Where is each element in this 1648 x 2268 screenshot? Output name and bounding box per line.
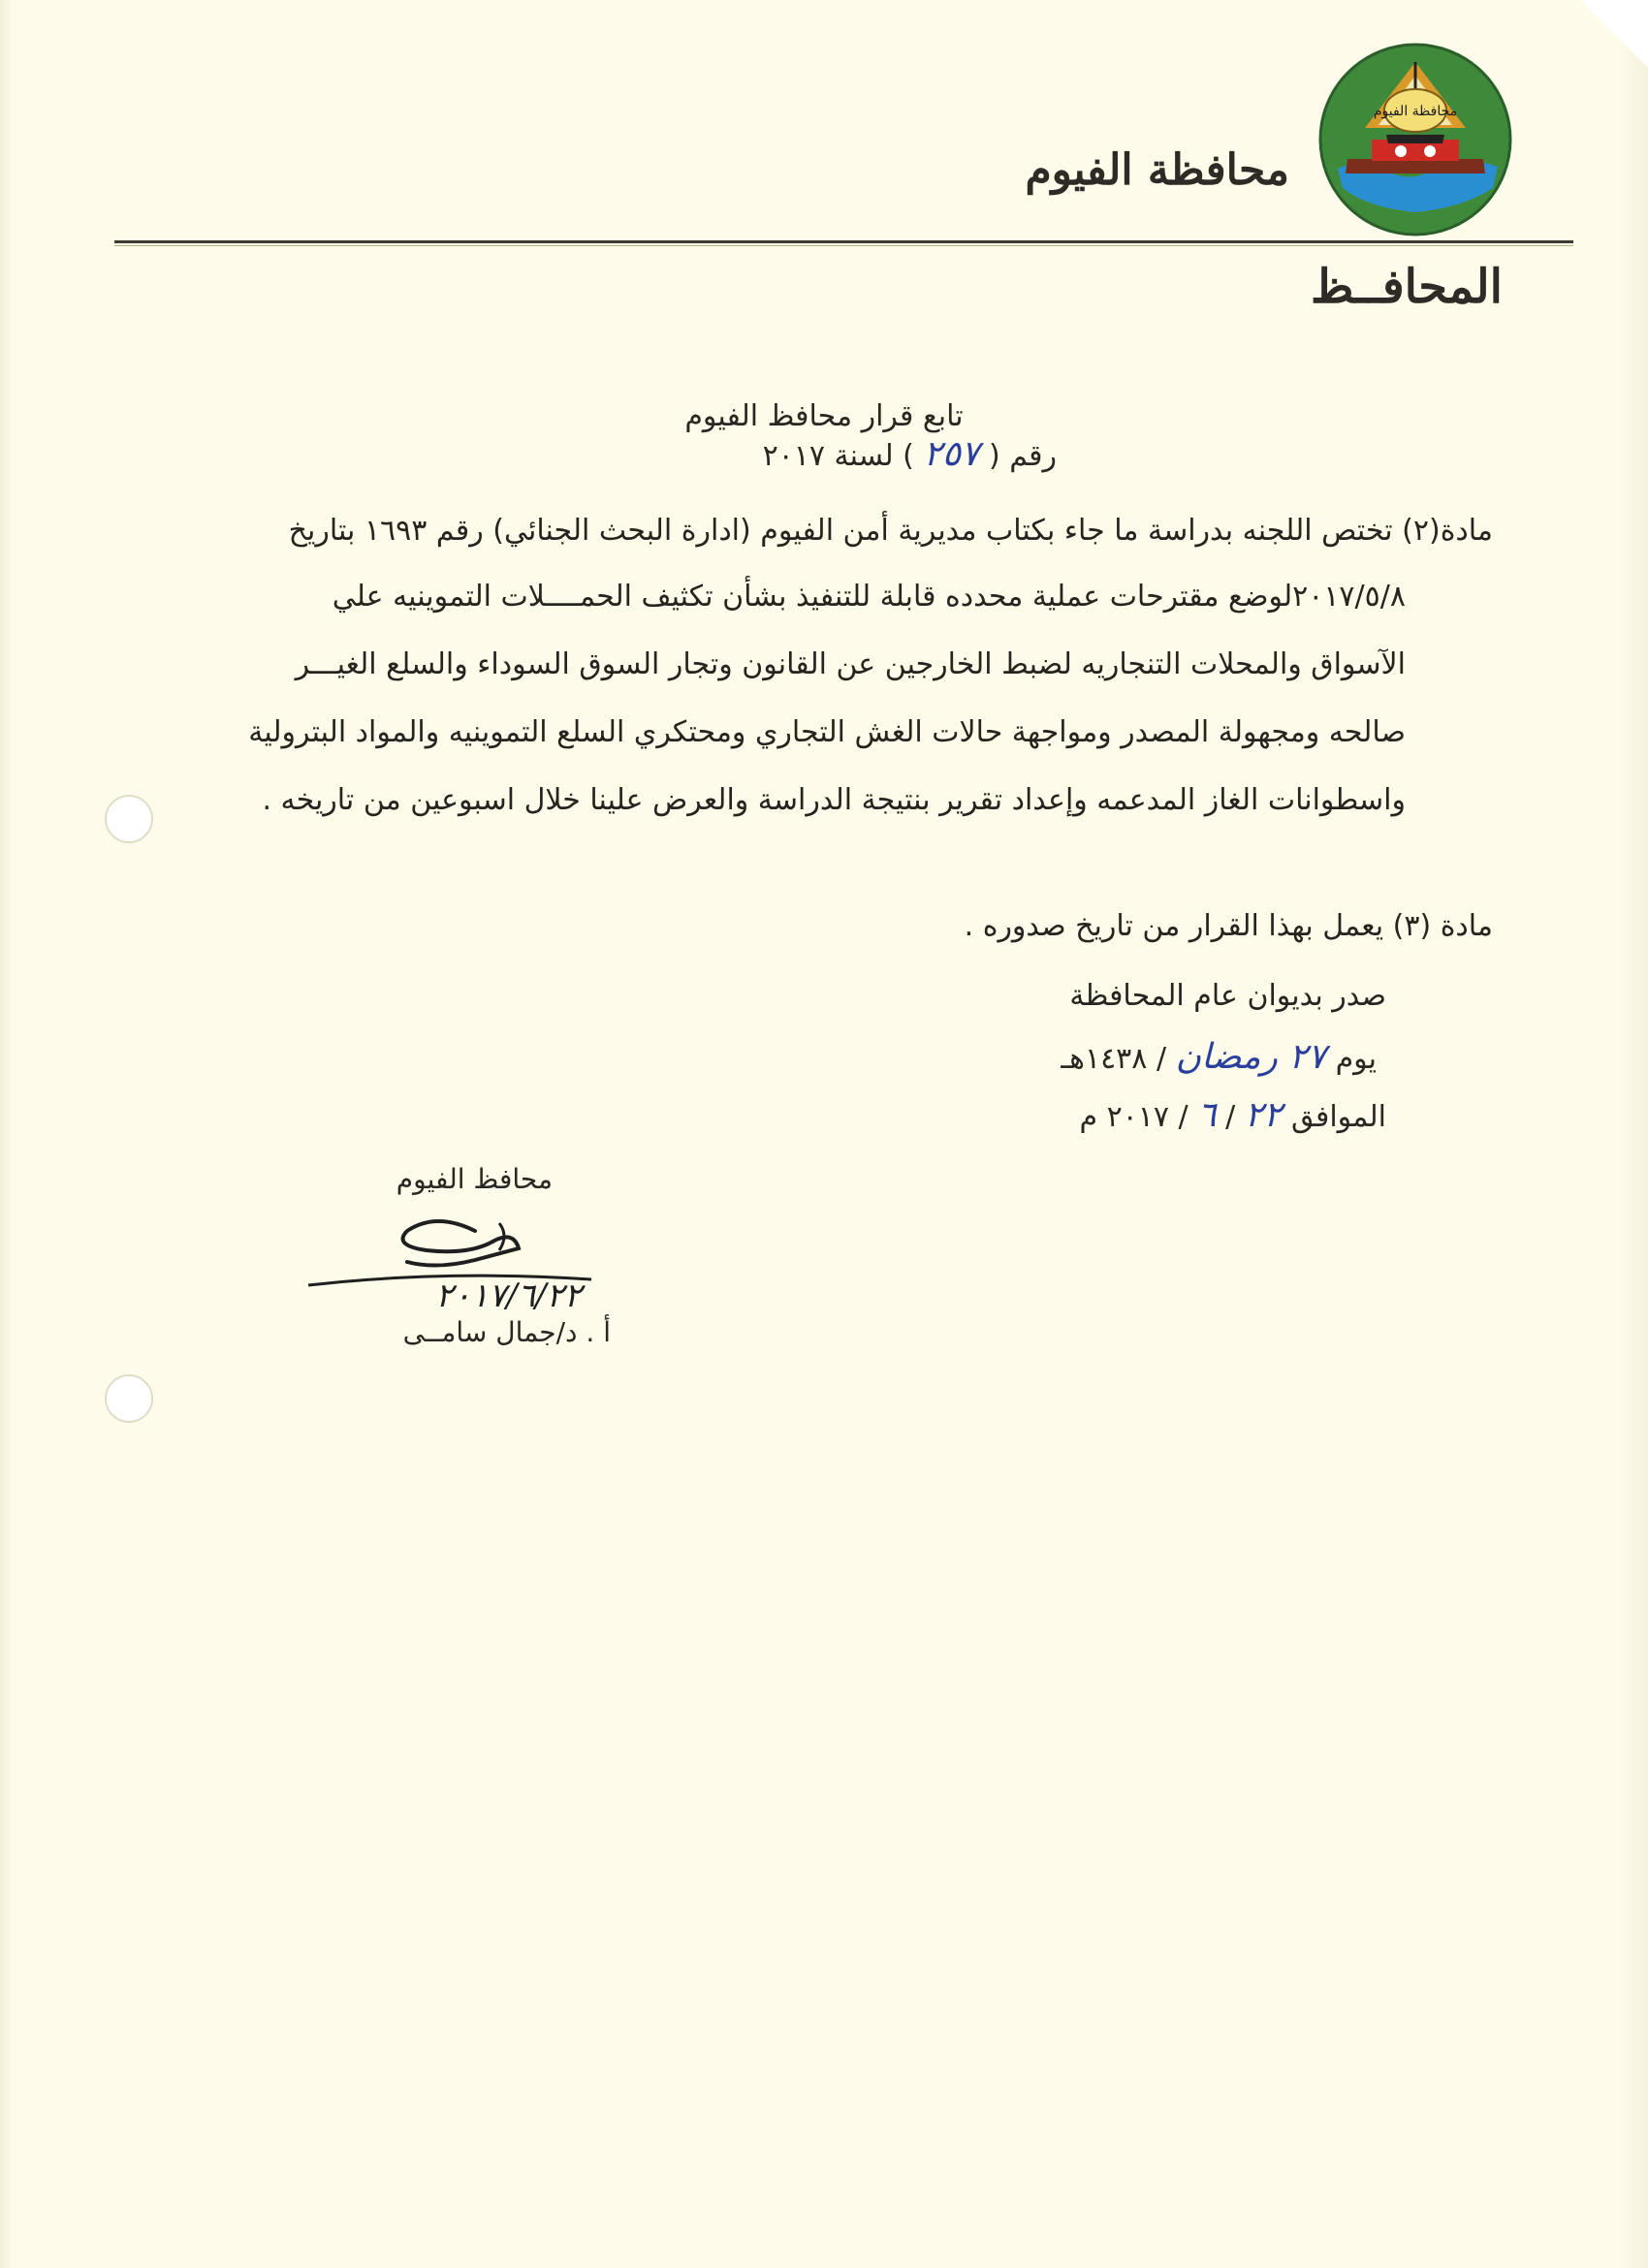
article-1-line: واسطوانات الغاز المدعمه وإعداد تقرير بنتيجة الدراسة والعرض علينا خلال اسبوعين من تاريخه . (262, 783, 1406, 817)
issued-at: صدر بديوان عام المحافظة (1069, 979, 1386, 1013)
header-divider (114, 240, 1573, 243)
header-divider-accent (114, 245, 1573, 246)
article-1-line: صالحه ومجهولة المصدر ومواجهة حالات الغش التجاري ومحتكري السلع التموينيه والمواد البترولية (248, 715, 1406, 749)
decree-number-prefix: رقم ( (988, 439, 1057, 473)
governorate-name: محافظة الفيوم (1025, 145, 1289, 195)
article-2: مادة (٣) يعمل بهذا القرار من تاريخ صدوره . (964, 909, 1493, 943)
page-corner (1580, 0, 1648, 68)
hijri-prefix: يوم (1335, 1042, 1377, 1076)
gregorian-month: ٦ (1197, 1095, 1217, 1135)
article-1-line: مادة(٢) تختص اللجنه بدراسة ما جاء بكتاب مديرية أمن الفيوم (ادارة البحث الجنائي) رقم ١٦٩٣ بتاريخ (288, 514, 1493, 548)
office-heading: المحافــظ (1311, 260, 1503, 314)
punch-hole (105, 795, 153, 843)
hijri-handwritten: ٢٧ رمضان (1175, 1037, 1327, 1077)
logo-text: محافظة الفيوم (1373, 104, 1458, 119)
governorate-logo (1318, 43, 1512, 236)
hijri-suffix: / ١٤٣٨هـ (1061, 1042, 1167, 1076)
gregorian-separator: / (1225, 1100, 1236, 1134)
decree-number (582, 434, 1057, 474)
signer-name: أ . د/جمال سامــى (402, 1316, 611, 1348)
decree-number-suffix: ) لسنة ٢٠١٧ (762, 439, 914, 473)
gregorian-suffix: / ٢٠١٧ م (1079, 1100, 1188, 1134)
signer-title: محافظ الفيوم (396, 1163, 553, 1195)
punch-hole (105, 1374, 153, 1423)
gregorian-prefix: الموافق (1290, 1100, 1386, 1134)
decree-title: تابع قرار محافظ الفيوم (684, 399, 964, 433)
signature-date: ٢٠١٧/٦/٢٢ (435, 1276, 582, 1315)
hijri-date (950, 1037, 1377, 1077)
decree-number-handwritten: ٢٥٧ (923, 434, 980, 474)
article-1-line: ٢٠١٧/٥/٨لوضع مقترحات عملية محدده قابلة للتنفيذ بشأن تكثيف الحمــــلات التموينيه علي (332, 580, 1406, 614)
handwritten-signature (301, 1202, 611, 1328)
article-1-line: الآسواق والمحلات التنجاريه لضبط الخارجين عن القانون وتجار السوق السوداء والسلع الغيـــر (295, 647, 1406, 681)
gregorian-day: ٢٢ (1244, 1095, 1283, 1135)
gregorian-date (950, 1095, 1386, 1135)
